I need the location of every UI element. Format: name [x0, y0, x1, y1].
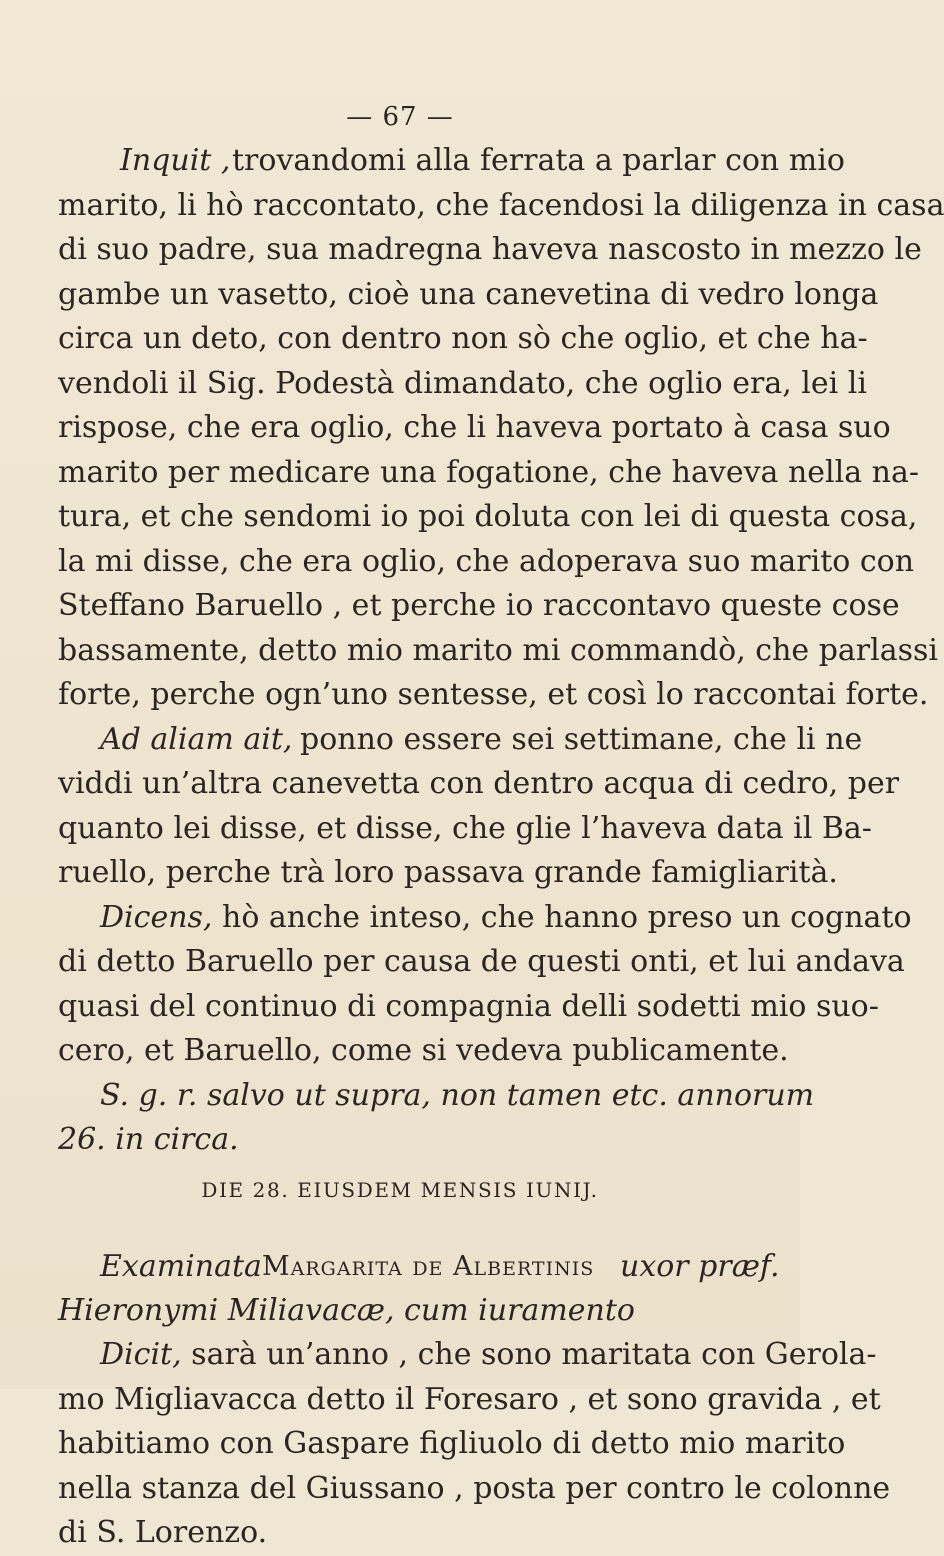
text-line: gambe un vasetto, cioè una canevetina di vedro longa: [58, 277, 879, 312]
text-line: [0, 895, 912, 941]
page-number: — 67 —: [346, 102, 454, 132]
text-line-italic-lead: Dicens,: [100, 900, 213, 935]
text-line: [0, 138, 845, 184]
book-page: — 67 — Inquit , trovandomi alla ferrata a parlar con mio marito, li hò raccontato, che facendosi la diligenza in casa di suo padre, sua madregna haveva nascosto in mezzo le gambe un vasetto, cioè una canevetina di vedro longa circa un deto, con dentro non sò che oglio, et che ha- vendoli il Sig. Podestà dimandato, che oglio era, lei li rispose, che era oglio, che li haveva portato à casa suo marito per medicare una fogatione, che haveva nella na- tura, et che sendomi io poi doluta con lei di questa cosa, la mi disse, che era oglio, che adoperava suo marito con Steffano Baruello , et perche io raccontavo queste cose bassamente, detto mio marito mi commandò, che parlassi forte, perche ogn’uno sentesse, et così lo raccontai forte. Ad aliam ait, ponno essere sei settimane, che li ne viddi un’altra canevetta con dentro acqua di cedro, per quanto lei disse, et disse, che glie l’haveva data il Ba- ruello, perche trà loro passava grande famigliarità. Dicens, hò anche inteso, che hanno preso un cognato di detto Baruello per causa de questi onti, et lui andava quasi del continuo di compagnia delli sodetti mio suo- cero, et Baruello, come si vedeva publicamente. S. g. r. salvo ut supra, non tamen etc. annorum 26. in circa. DIE 28. EIUSDEM MENSIS IUNIJ. Examinata Margarita de Albertinis uxor præf. Hieronymi Miliavacæ, cum iuramento Dicit, sarà un’anno , che sono maritata con Gerola- mo Migliavacca detto il Foresaro , et sono gravida , et habitiamo con Gaspare figliuolo di detto mio marito nella stanza del Giussano , posta per contro le colonne di S. Lorenzo.: [0, 0, 800, 1389]
text-line-rest: ponno essere sei settimane, che li ne: [300, 722, 863, 757]
text-line: Examinata Margarita de Albertinis uxor præf.: [100, 1249, 780, 1284]
section-heading: DIE 28. EIUSDEM MENSIS IUNIJ.: [201, 1178, 599, 1202]
text-line: di suo padre, sua madregna haveva nascosto in mezzo le: [58, 232, 922, 267]
text-line: circa un deto, con dentro non sò che oglio, et che ha-: [58, 321, 868, 356]
text-line: ruello, perche trà loro passava grande famigliarità.: [58, 855, 838, 890]
text-line: viddi un’altra canevetta con dentro acqua di cedro, per: [58, 766, 900, 801]
text-line: S. g. r. salvo ut supra, non tamen etc. annorum: [100, 1078, 815, 1113]
text-line: la mi disse, che era oglio, che adoperava suo marito con: [58, 544, 915, 579]
text-line: [0, 717, 863, 763]
text-line: 26. in circa.: [58, 1122, 239, 1157]
text-line: Steffano Baruello , et perche io raccontavo queste cose: [58, 588, 900, 623]
text-line-italic-lead: Inquit ,: [120, 143, 231, 178]
text-line: tura, et che sendomi io poi doluta con lei di questa cosa,: [58, 499, 918, 534]
text-line: Hieronymi Miliavacæ, cum iuramento: [58, 1293, 635, 1328]
text-line-rest: trovandomi alla ferrata a parlar con mio: [232, 143, 845, 178]
text-line: quanto lei disse, et disse, che glie l’haveva data il Ba-: [58, 811, 872, 846]
text-line: di detto Baruello per causa de questi onti, et lui andava: [58, 944, 905, 979]
text-line-italic-lead: Dicit,: [100, 1337, 182, 1372]
text-line-italic-lead: Ad aliam ait,: [100, 722, 293, 757]
text-line-rest: hò anche inteso, che hanno preso un cognato: [222, 900, 912, 935]
text-line: marito per medicare una fogatione, che haveva nella na-: [58, 455, 919, 490]
text-line: forte, perche ogn’uno sentesse, et così lo raccontai forte.: [58, 677, 929, 712]
text-line: marito, li hò raccontato, che facendosi la diligenza in casa: [58, 188, 944, 223]
text-line-rest: sarà un’anno , che sono maritata con Gerola-: [181, 1337, 877, 1372]
text-line: bassamente, detto mio marito mi commandò, che parlassi: [58, 633, 938, 668]
text-line: rispose, che era oglio, che li haveva portato à casa suo: [58, 410, 891, 445]
text-line: vendoli il Sig. Podestà dimandato, che oglio era, lei li: [58, 366, 867, 401]
text-line: cero, et Baruello, come si vedeva publicamente.: [58, 1033, 789, 1068]
text-line: quasi del continuo di compagnia delli sodetti mio suo-: [58, 989, 879, 1024]
